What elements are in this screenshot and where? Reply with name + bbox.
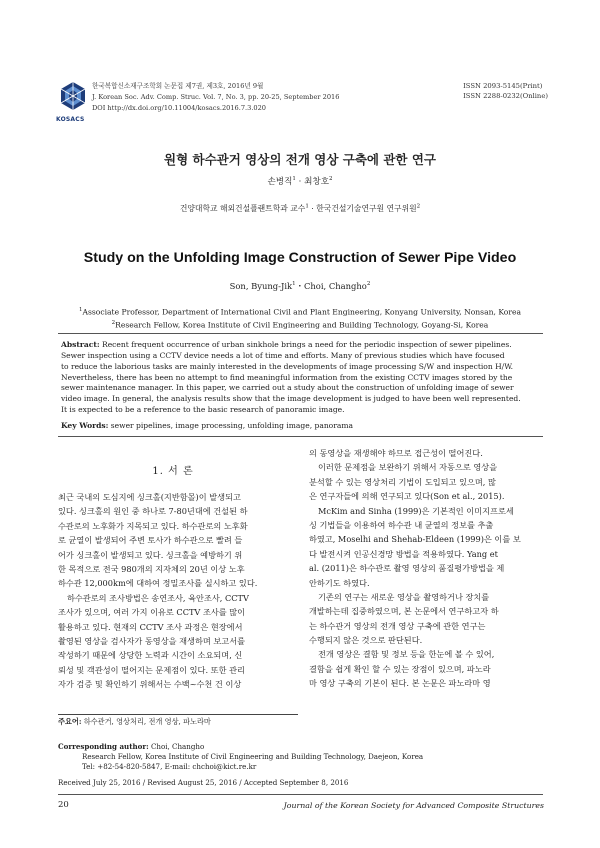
body-line: 수행되지 않은 것으로 판단된다. xyxy=(309,635,423,646)
authors-ko xyxy=(0,175,600,187)
author-2-ko: 최창호 xyxy=(304,177,329,187)
received-dates: Received July 25, 2016 / Revised August 25, 2016 / Accepted September 8, 2016 xyxy=(58,778,349,787)
body-line: 이러한 문제점을 보완하기 위해서 자동으로 영상을 xyxy=(318,462,498,473)
body-line: McKim and Sinha (1999)은 기본적인 이미지프로세 xyxy=(318,505,514,516)
body-line: 수관로의 노후화가 지목되고 있다. 하수관로의 노후화 xyxy=(58,520,248,531)
affil-2-sup: 2 xyxy=(416,203,421,210)
abstract-line: to reduce the laborious tasks are mainly interested in the developments of image processing S/W and inspection H/W. xyxy=(61,361,514,371)
body-line: 의 동영상을 재생해야 하므로 접근성이 떨어진다. xyxy=(309,448,483,458)
body-line: 분석할 수 있는 영상처리 기법이 도입되고 있으며, 많 xyxy=(309,476,496,487)
abstract-line: Sewer inspection using a CCTV device needs a lot of time and efforts. Many of previous studies which have focused xyxy=(61,350,505,360)
body-line: 뢰성 및 객관성이 떨어지는 문제점이 있다. 또한 관리 xyxy=(58,664,245,675)
affil-separator: · xyxy=(308,204,317,213)
abstract-bottom-rule xyxy=(58,436,543,437)
keywords-ko-text: 하수관거, 영상처리, 전개 영상, 파노라마 xyxy=(81,717,211,726)
body-line: 한 목적으로 전국 980개의 지자체의 20년 이상 노후 xyxy=(58,563,245,574)
paper-title-ko: 원형 하수관거 영상의 전개 영상 구축에 관한 연구 xyxy=(164,152,436,167)
body-line: al. (2011)은 하수관로 촬영 영상의 품질평가방법을 제 xyxy=(309,563,505,574)
logo-label: KOSACS xyxy=(56,116,85,123)
corresponding-affiliation: Research Fellow, Korea Institute of Civil Engineering and Building Technology, Daejeon, Korea xyxy=(82,752,424,761)
body-line: 조사가 있으며, 여러 가지 이유로 CCTV 조사를 많이 xyxy=(58,607,246,618)
paper-title-en: Study on the Unfolding Image Construction of Sewer Pipe Video xyxy=(83,250,517,266)
body-line: 있다. 싱크홀의 원인 중 하나로 7-80년대에 건설된 하 xyxy=(58,506,248,517)
affiliation-ko xyxy=(0,203,600,214)
abstract-label: Abstract: xyxy=(61,340,100,349)
corresponding-author xyxy=(58,742,423,772)
keywords xyxy=(61,421,541,430)
author-en-separator: ・ xyxy=(295,281,304,291)
body-line: 하수관로의 조사방법은 송연조사, 육안조사, CCTV xyxy=(67,592,249,603)
affil-en-1: Associate Professor, Department of International Civil and Plant Engineering, Konyang University, Nonsan, Korea xyxy=(82,307,522,317)
affil-1-ko: 건양대학교 해외건설플랜트학과 교수 xyxy=(179,204,306,213)
issn-online: ISSN 2288-0232(Online) xyxy=(463,92,548,100)
affil-en-2-sup: 2 xyxy=(111,319,116,326)
issn-block xyxy=(463,81,548,101)
author-1-en-sup: 1 xyxy=(292,281,296,288)
body-line: 전개 영상은 결함 및 정보 등을 한눈에 볼 수 있어, xyxy=(318,649,495,660)
footer-rule xyxy=(58,794,543,795)
footnote-rule xyxy=(58,714,298,715)
author-1-ko: 손병직 xyxy=(267,177,293,187)
body-line: 하였고, Moselhi and Shehab-Eldeen (1999)은 이를 보 xyxy=(309,534,521,545)
body-line: 어가 싱크홀이 발생되고 있다. 싱크홀을 예방하기 위 xyxy=(58,549,243,560)
body-line: 결함을 쉽게 확인 할 수 있는 장점이 있으며, 파노라 xyxy=(309,663,491,674)
body-line: 마 영상 구축의 기본이 된다. 본 논문은 파노라마 영 xyxy=(309,678,491,689)
abstract-line: Recent frequent occurrence of urban sinkhole brings a need for the periodic inspection of sewer pipelines. xyxy=(99,340,512,349)
body-line: 하수관 12,000km에 대하여 정밀조사를 실시하고 있다. xyxy=(58,578,258,589)
body-line: 최근 국내의 도심지에 싱크홀(지반함몰)이 발생되고 xyxy=(58,492,241,502)
body-line: 싱 기법들을 이용하여 하수관 내 균열의 정보를 추출 xyxy=(309,519,494,530)
journal-citation xyxy=(92,81,339,114)
body-line: 은 연구자들에 의해 연구되고 있다(Son et al., 2015). xyxy=(309,491,505,502)
body-line: 로 균열이 발생되어 주변 토사가 하수관으로 빨려 들 xyxy=(58,535,243,546)
journal-name-ko: 한국복합신소재구조학회 논문집 제7권, 제3호, 2016년 9월 xyxy=(92,82,264,90)
affiliation-en xyxy=(0,305,600,330)
corresponding-label: Corresponding author: xyxy=(58,742,149,751)
body-line: 다 발전시켜 인공신경망 방법을 적용하였다. Yang et xyxy=(309,548,498,559)
kosacs-logo-icon xyxy=(58,80,88,114)
right-column xyxy=(309,446,545,691)
corresponding-contact: Tel: +82-54-820-5847, E-mail: chchoi@kict.re.kr xyxy=(82,762,257,771)
body-line: 는 하수관거 영상의 전개 영상 구축에 관한 연구는 xyxy=(309,620,486,631)
keywords-ko xyxy=(58,717,211,727)
affil-2-ko: 한국건설기술연구원 연구위원 xyxy=(316,204,417,213)
author-1-en: Son, Byung-Jik xyxy=(229,281,293,291)
author-2-en-sup: 2 xyxy=(366,281,371,288)
body-line: 기존의 연구는 새로운 영상을 촬영하거나 장치를 xyxy=(318,591,490,602)
body-line: 자가 검증 및 확인하기 위해서는 수백~수천 건 이상 xyxy=(58,679,242,690)
body-line: 안하기도 하였다. xyxy=(309,577,370,588)
left-column xyxy=(58,490,290,691)
abstract xyxy=(61,340,541,416)
author-2-sup: 2 xyxy=(329,176,333,183)
kosacs-logo xyxy=(58,80,90,126)
abstract-line: It is expected to be a reference to the basic research of panoramic image. xyxy=(61,405,345,415)
authors-en xyxy=(0,280,600,292)
doi: DOI http://dx.doi.org/10.11004/kosacs.2016.7.3.020 xyxy=(92,104,267,112)
page-number: 20 xyxy=(58,800,69,810)
corresponding-name: Choi, Changho xyxy=(148,742,205,751)
abstract-line: video image. In general, the analysis results show that the image development is judged to have been well represented. xyxy=(61,394,521,404)
affil-en-1-sup: 1 xyxy=(78,307,83,313)
issn-print: ISSN 2093-5145(Print) xyxy=(463,82,543,90)
keywords-label: Key Words: xyxy=(61,421,109,430)
affil-en-2: Research Fellow, Korea Institute of Civil Engineering and Building Technology, Goyang-Si, Korea xyxy=(115,320,489,330)
keywords-ko-label: 주요어: xyxy=(58,717,82,726)
keywords-text: sewer pipelines, image processing, unfolding image, panorama xyxy=(108,421,353,430)
body-line: 활용하고 있다. 현재의 CCTV 조사 과정은 현장에서 xyxy=(58,621,243,632)
author-2-en: Choi, Changho xyxy=(304,281,367,291)
section-title-introduction: 1. 서 론 xyxy=(152,466,194,477)
abstract-line: Nevertheless, there has been no attempt to find meaningful information from the existing CCTV images stored by the xyxy=(61,372,513,382)
journal-name-en: J. Korean Soc. Adv. Comp. Struc. Vol. 7, No. 3, pp. 20-25, September 2016 xyxy=(92,93,340,101)
abstract-top-rule xyxy=(58,333,543,334)
author-separator: · xyxy=(295,177,305,187)
affil-1-sup: 1 xyxy=(305,203,309,210)
body-line: 작성하기 때문에 상당한 노력과 시간이 소요되며, 신 xyxy=(58,650,243,661)
abstract-line: sewer maintenance manager. In this paper, we carried out a study about the construction of unfolding image of sewer xyxy=(61,383,514,393)
author-1-sup: 1 xyxy=(292,176,296,183)
body-line: 촬영된 영상을 검사자가 동영상을 재생하며 보고서를 xyxy=(58,635,246,646)
journal-header xyxy=(58,80,548,126)
body-line: 개발하는데 집중하였으며, 본 논문에서 연구하고자 하 xyxy=(309,606,499,617)
footer-journal-name: Journal of the Korean Society for Advanced Composite Structures xyxy=(283,801,544,810)
